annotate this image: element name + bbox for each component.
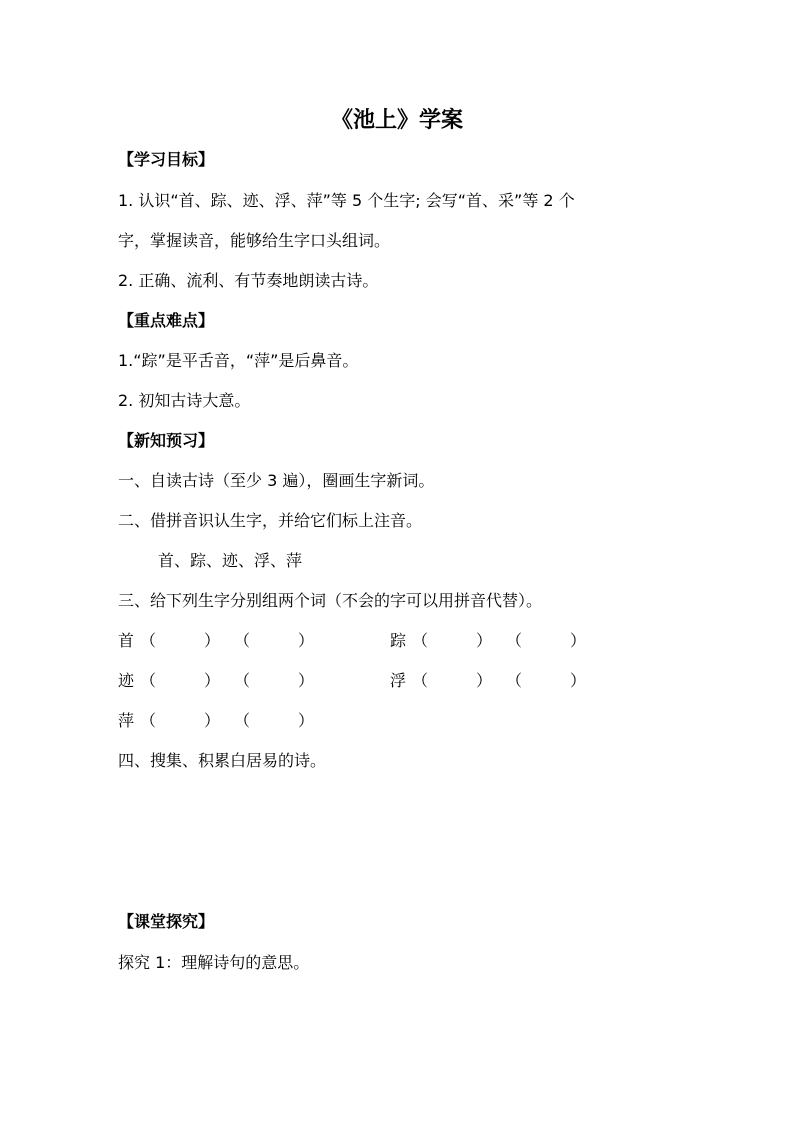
goal-line-2: 2. 正确、流利、有节奏地朗读古诗。 xyxy=(118,271,379,290)
word-char: 萍 xyxy=(118,711,135,730)
word-blank[interactable]: （ ） xyxy=(234,671,315,690)
goal-line-1: 1. 认识“首、踪、迹、浮、萍”等 5 个生字; 会写“首、采”等 2 个 xyxy=(118,191,575,210)
word-blank[interactable]: （ ） xyxy=(412,671,493,690)
word-char: 首 xyxy=(118,631,135,650)
preview-item-3: 三、给下列生字分别组两个词（不会的字可以用拼音代替）。 xyxy=(118,591,543,610)
word-blank[interactable]: （ ） xyxy=(140,711,221,730)
word-blank[interactable]: （ ） xyxy=(506,671,587,690)
preview-chars: 首、踪、迹、浮、萍 xyxy=(158,551,303,570)
preview-item-2: 二、借拼音识认生字，并给它们标上注音。 xyxy=(118,511,423,530)
explore-item-1: 探究 1：理解诗句的意思。 xyxy=(118,953,310,972)
word-char: 踪 xyxy=(390,631,407,650)
page-title: 《池上》学案 xyxy=(330,108,463,133)
section-heading-keypoints: 【重点难点】 xyxy=(118,311,215,330)
word-blank[interactable]: （ ） xyxy=(412,631,493,650)
word-blank[interactable]: （ ） xyxy=(140,671,221,690)
word-char: 浮 xyxy=(390,671,407,690)
keypoint-line-2: 2. 初知古诗大意。 xyxy=(118,391,251,410)
word-blank[interactable]: （ ） xyxy=(140,631,221,650)
section-heading-goals: 【学习目标】 xyxy=(118,150,215,169)
keypoint-line-1: 1.“踪”是平舌音，“萍”是后鼻音。 xyxy=(118,351,359,370)
word-blank[interactable]: （ ） xyxy=(234,711,315,730)
preview-item-4: 四、搜集、积累白居易的诗。 xyxy=(118,751,327,770)
word-char: 迹 xyxy=(118,671,135,690)
section-heading-explore: 【课堂探究】 xyxy=(118,912,215,931)
section-heading-preview: 【新知预习】 xyxy=(118,431,215,450)
word-blank[interactable]: （ ） xyxy=(506,631,587,650)
preview-item-1: 一、自读古诗（至少 3 遍），圈画生字新词。 xyxy=(118,471,435,490)
goal-line-1-continued: 字，掌握读音，能够给生字口头组词。 xyxy=(118,231,391,250)
word-blank[interactable]: （ ） xyxy=(234,631,315,650)
